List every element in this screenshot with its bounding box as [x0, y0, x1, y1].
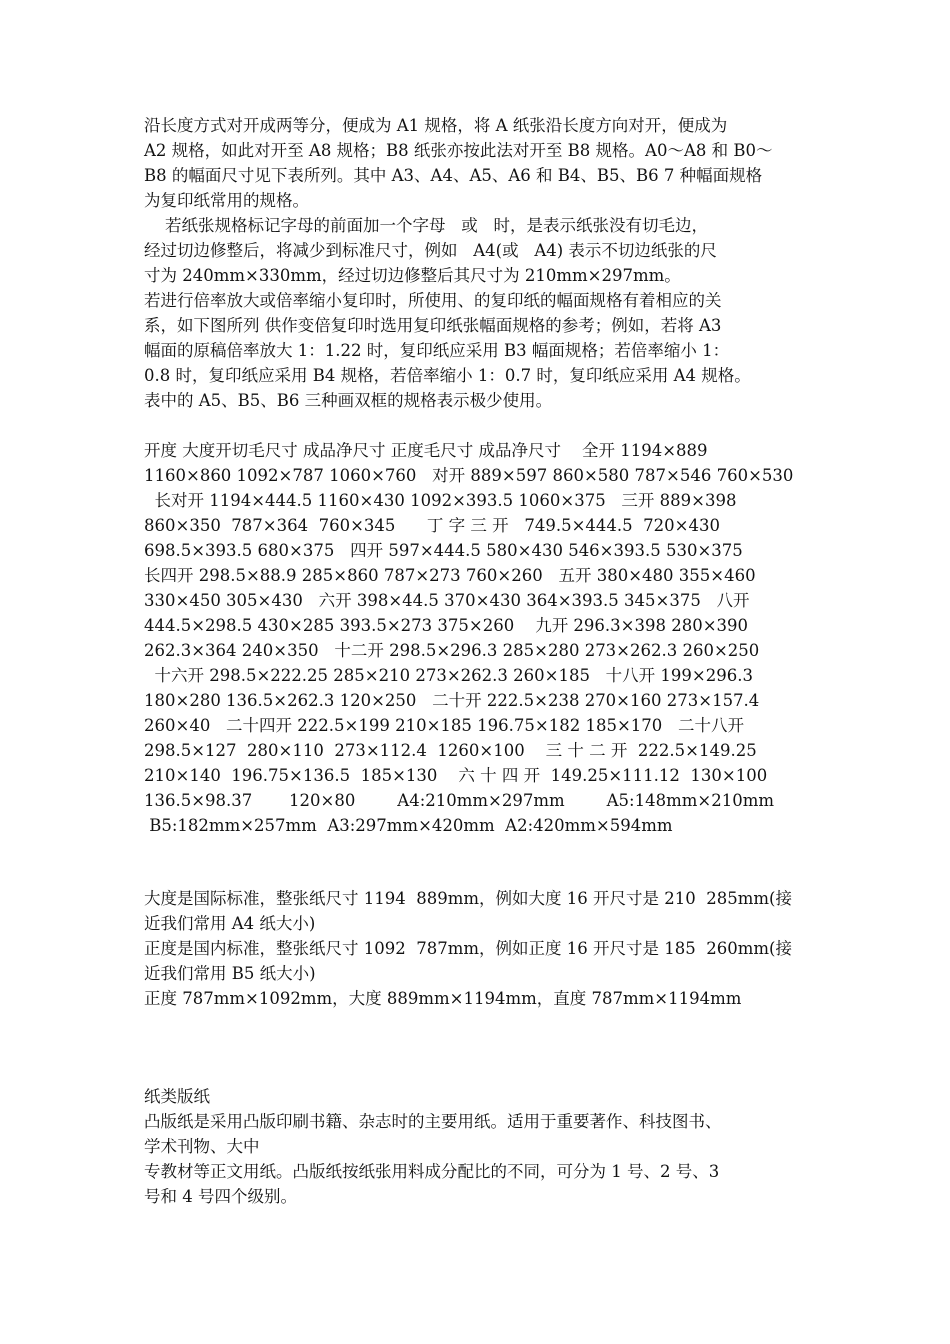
table-line-8: 444.5×298.5 430×285 393.5×273 375×260 九开 296.3×398 280×390 — [144, 616, 749, 635]
table-line-4: 860×350 787×364 760×345 丁 字 三 开 749.5×444.5 720×430 — [144, 516, 720, 535]
intro-line-10: 幅面的原稿倍率放大 1：1.22 时，复印纸应采用 B3 幅面规格；若倍率缩小 1： — [144, 341, 730, 360]
intro-line-4: 为复印纸常用的规格。 — [144, 191, 309, 210]
table-line-9: 262.3×364 240×350 十二开 298.5×296.3 285×280 273×262.3 260×250 — [144, 641, 760, 660]
table-line-6: 长四开 298.5×88.9 285×860 787×273 760×260 五开 380×480 355×460 — [144, 566, 756, 585]
table-line-5: 698.5×393.5 680×375 四开 597×444.5 580×430 546×393.5 530×375 — [144, 541, 743, 560]
intro-line-3: B8 的幅面尺寸见下表所列。其中 A3、A4、A5、A6 和 B4、B5、B6 7 种幅面规格 — [144, 166, 763, 185]
note-line-4: 近我们常用 B5 纸大小) — [144, 964, 316, 983]
note-line-3: 正度是国内标准，整张纸尺寸 1092 787mm，例如正度 16 开尺寸是 185 260mm(接 — [144, 939, 792, 958]
table-line-15: 136.5×98.37 120×80 A4:210mm×297mm A5:148mm×210mm — [144, 791, 774, 810]
note-line-1: 大度是国际标准，整张纸尺寸 1194 889mm，例如大度 16 开尺寸是 210 285mm(接 — [144, 889, 792, 908]
table-line-3: 长对开 1194×444.5 1160×430 1092×393.5 1060×375 三开 889×398 — [144, 491, 737, 510]
table-line-2: 1160×860 1092×787 1060×760 对开 889×597 860×580 787×546 760×530 — [144, 466, 794, 485]
section-line-4: 号和 4 号四个级别。 — [144, 1187, 297, 1206]
table-line-13: 298.5×127 280×110 273×112.4 1260×100 三 十 二 开 222.5×149.25 — [144, 741, 757, 760]
section-heading: 纸类版纸 — [144, 1087, 210, 1106]
intro-line-5: 若纸张规格标记字母的前面加一个字母 或 时，是表示纸张没有切毛边， — [144, 216, 708, 235]
intro-line-1: 沿长度方式对开成两等分，便成为 A1 规格，将 A 纸张沿长度方向对开，便成为 — [144, 116, 728, 135]
table-line-7: 330×450 305×430 六开 398×44.5 370×430 364×393.5 345×375 八开 — [144, 591, 750, 610]
intro-line-9: 系，如下图所列 供作变倍复印时选用复印纸张幅面规格的参考；例如，若将 A3 — [144, 316, 722, 335]
intro-line-8: 若进行倍率放大或倍率缩小复印时，所使用、的复印纸的幅面规格有着相应的关 — [144, 291, 722, 310]
section-line-3: 专教材等正文用纸。凸版纸按纸张用料成分配比的不同，可分为 1 号、2 号、3 — [144, 1162, 720, 1181]
table-line-11: 180×280 136.5×262.3 120×250 二十开 222.5×238 270×160 273×157.4 — [144, 691, 760, 710]
intro-line-6: 经过切边修整后，将减少到标准尺寸，例如 A4(或 A4) 表示不切边纸张的尺 — [144, 241, 717, 260]
intro-line-7: 寸为 240mm×330mm，经过切边修整后其尺寸为 210mm×297mm。 — [144, 266, 681, 285]
note-line-5: 正度 787mm×1092mm，大度 889mm×1194mm，直度 787mm×1194mm — [144, 989, 742, 1008]
table-line-16: B5:182mm×257mm A3:297mm×420mm A2:420mm×594mm — [144, 816, 673, 835]
section-line-2: 学术刊物、大中 — [144, 1137, 260, 1156]
table-line-12: 260×40 二十四开 222.5×199 210×185 196.75×182 185×170 二十八开 — [144, 716, 744, 735]
table-line-10: 十六开 298.5×222.25 285×210 273×262.3 260×185 十八开 199×296.3 — [144, 666, 753, 685]
table-line-14: 210×140 196.75×136.5 185×130 六 十 四 开 149.25×111.12 130×100 — [144, 766, 768, 785]
note-line-2: 近我们常用 A4 纸大小) — [144, 914, 316, 933]
section-line-1: 凸版纸是采用凸版印刷书籍、杂志时的主要用纸。适用于重要著作、科技图书、 — [144, 1112, 722, 1131]
intro-line-2: A2 规格，如此对开至 A8 规格；B8 纸张亦按此法对开至 B8 规格。A0～A8 和 B0～ — [144, 141, 773, 160]
intro-line-12: 表中的 A5、B5、B6 三种画双框的规格表示极少使用。 — [144, 391, 553, 410]
table-line-1: 开度 大度开切毛尺寸 成品净尺寸 正度毛尺寸 成品净尺寸 全开 1194×889 — [144, 441, 708, 460]
intro-line-11: 0.8 时，复印纸应采用 B4 规格，若倍率缩小 1：0.7 时，复印纸应采用 A4 规格。 — [144, 366, 751, 385]
